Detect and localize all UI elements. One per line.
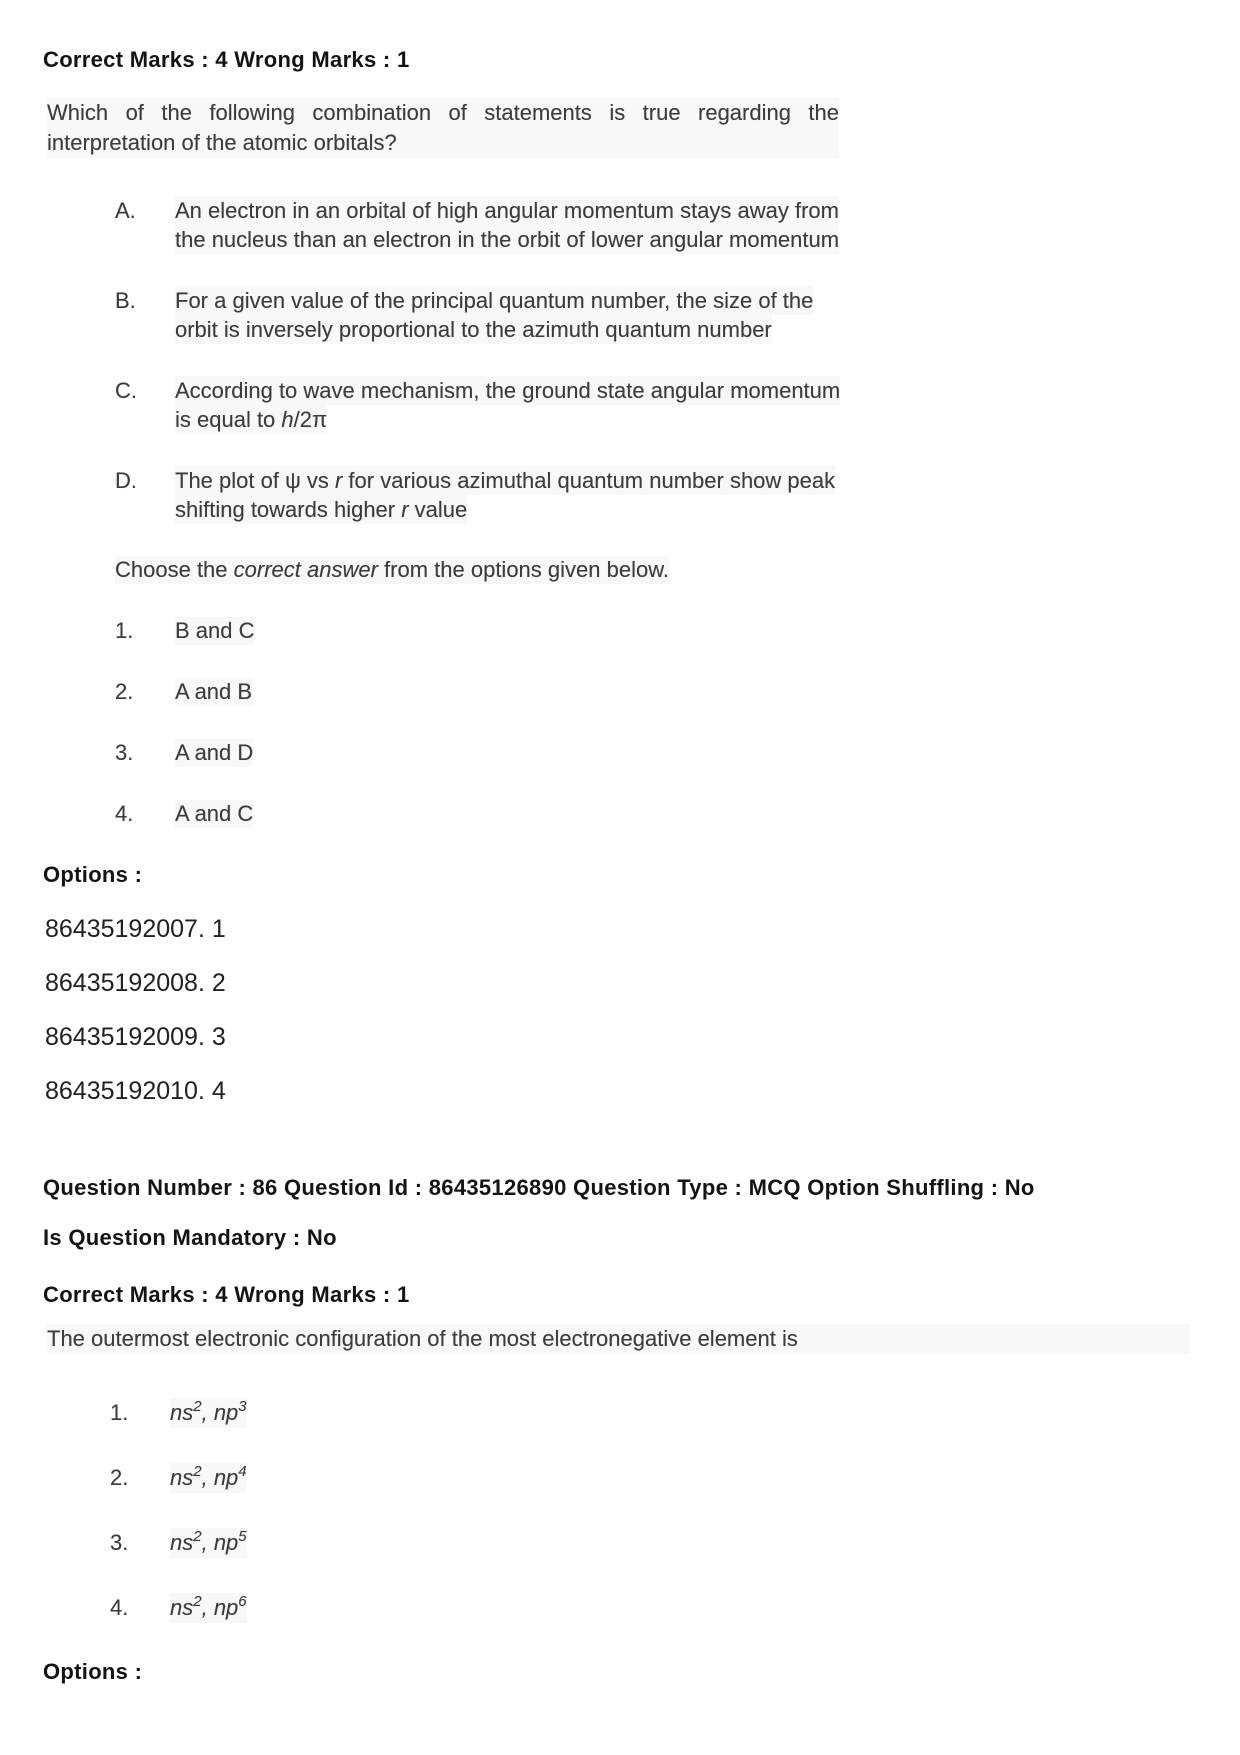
option-number: 4.: [115, 801, 134, 826]
superscript: 2: [193, 1593, 202, 1610]
question-86-block: [43, 1174, 1190, 1686]
option-id-row: 86435192007. 1: [45, 915, 226, 943]
superscript: 2: [193, 1463, 202, 1480]
option-text: $ns^2$, $np^3$: [170, 1398, 247, 1428]
answer-option-3: [110, 1528, 1190, 1558]
question-text: Which of the following combination of statements is true regarding the interpretation of the atomic orbitals?: [47, 98, 839, 158]
option-number: 1.: [115, 618, 134, 643]
statements-list: [43, 196, 1190, 524]
option-text: $ns^2$, $np^4$: [170, 1463, 247, 1493]
variable-h: h: [281, 407, 294, 432]
option-text: A and C: [175, 801, 254, 826]
option-id-row: 86435192008. 2: [45, 969, 226, 997]
statement-item-c: [115, 376, 1190, 434]
option-id-list: [43, 913, 1190, 1107]
statement-label: C.: [115, 378, 137, 403]
option-number: 3.: [110, 1530, 129, 1555]
statement-text: According to wave mechanism, the ground state angular momentum is equal to h/2π: [175, 378, 841, 432]
option-text: A and D: [175, 740, 254, 765]
option-text: A and B: [175, 679, 253, 704]
question-text: The outermost electronic configuration of the most electronegative element is: [47, 1324, 1190, 1354]
answer-option-1: [115, 617, 1190, 645]
answer-option-2: [115, 678, 1190, 706]
option-number: 2.: [115, 679, 134, 704]
choose-instruction: Choose the correct answer from the options given below.: [115, 557, 669, 582]
option-number: 2.: [110, 1465, 129, 1490]
superscript: 5: [238, 1528, 247, 1545]
statement-item-a: [115, 196, 1190, 254]
option-text: $ns^2$, $np^6$: [170, 1593, 247, 1623]
answer-option-3: [115, 739, 1190, 767]
marks-info: Correct Marks : 4 Wrong Marks : 1: [43, 1282, 410, 1307]
answer-option-4: [110, 1593, 1190, 1623]
question-meta-line-2: Is Question Mandatory : No: [43, 1225, 337, 1250]
superscript: 2: [193, 1528, 202, 1545]
marks-info: Correct Marks : 4 Wrong Marks : 1: [43, 47, 410, 72]
answer-option-4: [115, 800, 1190, 828]
answer-option-1: [110, 1398, 1190, 1428]
question-meta-line-1: Question Number : 86 Question Id : 86435126890 Question Type : MCQ Option Shuffling : No: [43, 1175, 1035, 1200]
statement-label: A.: [115, 198, 136, 223]
option-number: 3.: [115, 740, 134, 765]
emphasized-text: correct answer: [233, 557, 378, 582]
superscript: 4: [238, 1463, 247, 1480]
statement-item-d: [115, 466, 1190, 524]
statement-item-b: [115, 286, 1190, 344]
statement-label: D.: [115, 468, 137, 493]
option-text: $ns^2$, $np^5$: [170, 1528, 247, 1558]
statement-label: B.: [115, 288, 136, 313]
variable-r: r: [401, 497, 409, 522]
statement-text: For a given value of the principal quantum number, the size of the orbit is inversely proportional to the azimuth quantum number: [175, 288, 814, 342]
options-heading: Options :: [43, 1659, 143, 1684]
first-question-block: [43, 46, 1190, 1107]
statement-text: An electron in an orbital of high angular momentum stays away from the nucleus than an electron in the orbit of lower angular momentum: [175, 198, 840, 252]
superscript: 6: [238, 1593, 247, 1610]
option-id-row: 86435192010. 4: [45, 1077, 226, 1105]
statement-text: The plot of ψ vs r for various azimuthal quantum number show peak shifting towards higher r value: [175, 468, 836, 522]
option-text: B and C: [175, 618, 255, 643]
answer-options-list: [43, 617, 1190, 828]
superscript: 2: [193, 1398, 202, 1415]
variable-r: r: [334, 468, 343, 493]
option-number: 4.: [110, 1595, 129, 1620]
answer-options-list: [43, 1398, 1190, 1623]
option-id-row: 86435192009. 3: [45, 1023, 226, 1051]
superscript: 3: [238, 1398, 247, 1415]
options-heading: Options :: [43, 862, 143, 887]
answer-option-2: [110, 1463, 1190, 1493]
option-number: 1.: [110, 1400, 129, 1425]
